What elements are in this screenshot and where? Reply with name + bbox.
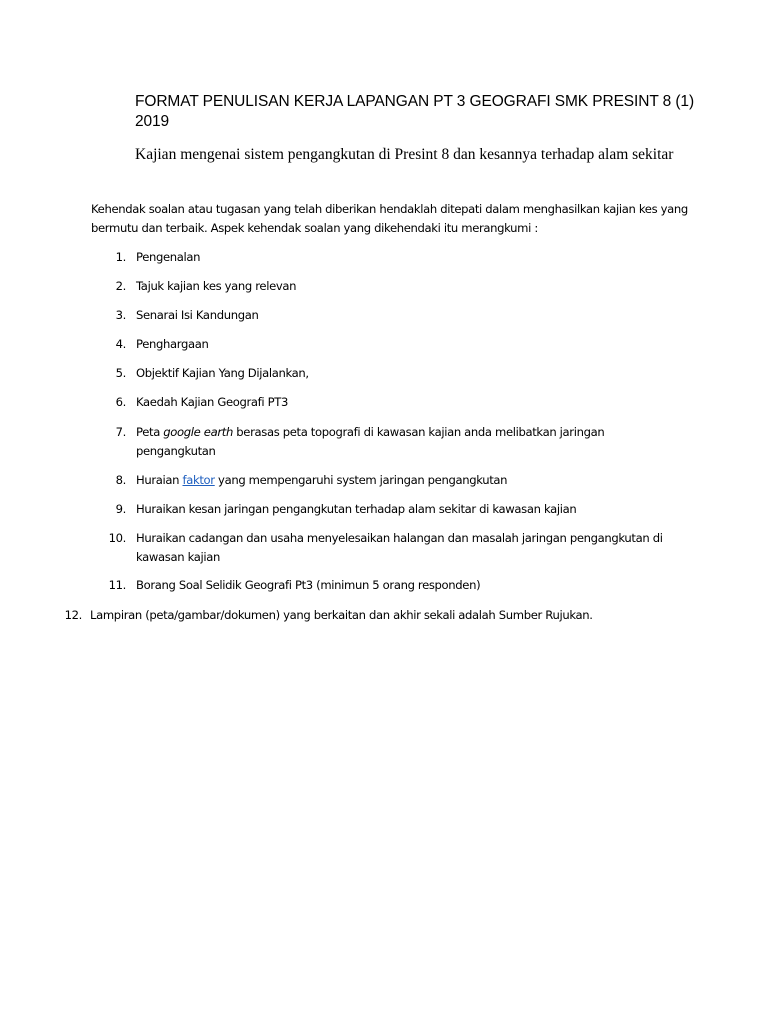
list-item-8 — [0, 471, 700, 490]
list-text: Huraikan cadangan dan usaha menyelesaikan halangan dan masalah jaringan pengangkutan di kawasan kajian — [136, 531, 663, 564]
list-item-4 — [0, 335, 700, 354]
intro-paragraph: Kehendak soalan atau tugasan yang telah diberikan hendaklah ditepati dalam menghasilkan kajian kes yang bermutu dan terbaik. Aspek kehendak soalan yang dikehendaki itu merangkumi : — [91, 202, 688, 235]
list-text: Borang Soal Selidik Geografi Pt3 (minimun 5 orang responden) — [136, 578, 481, 592]
list-number: 5. — [115, 366, 126, 380]
list-number: 7. — [115, 425, 126, 439]
list-text: Huraikan kesan jaringan pengangkutan terhadap alam sekitar di kawasan kajian — [136, 502, 577, 516]
list-item-6 — [0, 393, 700, 412]
list-number: 10. — [108, 531, 126, 545]
list-item-12 — [0, 606, 700, 625]
list-number: 1. — [115, 250, 126, 264]
list-number: 11. — [108, 578, 126, 592]
list-item-5 — [0, 364, 700, 383]
list-text — [136, 471, 676, 490]
list-number: 9. — [115, 502, 126, 516]
list-text: Tajuk kajian kes yang relevan — [136, 279, 297, 293]
list-item-9 — [0, 500, 700, 519]
list-text-pre: Huraian — [136, 473, 183, 487]
document-subtitle: Kajian mengenai sistem pengangkutan di Presint 8 dan kesannya terhadap alam sekitar — [135, 146, 674, 163]
list-item-11 — [0, 576, 700, 595]
list-text: Kaedah Kajian Geografi PT3 — [136, 395, 288, 409]
list-number: 2. — [115, 279, 126, 293]
list-text: Senarai Isi Kandungan — [136, 308, 259, 322]
list-item-2 — [0, 277, 700, 296]
list-number: 8. — [115, 473, 126, 487]
list-number: 12. — [64, 608, 82, 622]
list-text: Lampiran (peta/gambar/dokumen) yang berkaitan dan akhir sekali adalah Sumber Rujukan. — [90, 608, 593, 622]
list-text-pre: Peta — [136, 425, 164, 439]
list-number: 3. — [115, 308, 126, 322]
document-title: FORMAT PENULISAN KERJA LAPANGAN PT 3 GEOGRAFI SMK PRESINT 8 (1) 2019 — [135, 93, 695, 130]
list-item-7 — [0, 423, 700, 461]
list-text-post: berasas peta topografi di kawasan kajian anda melibatkan jaringan pengangkutan — [136, 425, 605, 458]
list-text-post: yang mempengaruhi system jaringan pengangkutan — [214, 473, 508, 487]
list-item-10 — [0, 529, 700, 567]
list-text: Penghargaan — [136, 337, 209, 351]
list-text: Pengenalan — [136, 250, 201, 264]
list-item-3 — [0, 306, 700, 325]
list-text: Objektif Kajian Yang Dijalankan, — [136, 366, 309, 380]
list-text — [136, 423, 646, 461]
faktor-link[interactable]: faktor — [182, 473, 215, 487]
google-earth-text: google earth — [163, 425, 233, 439]
list-item-1 — [0, 248, 700, 267]
list-number: 4. — [115, 337, 126, 351]
list-number: 6. — [115, 395, 126, 409]
